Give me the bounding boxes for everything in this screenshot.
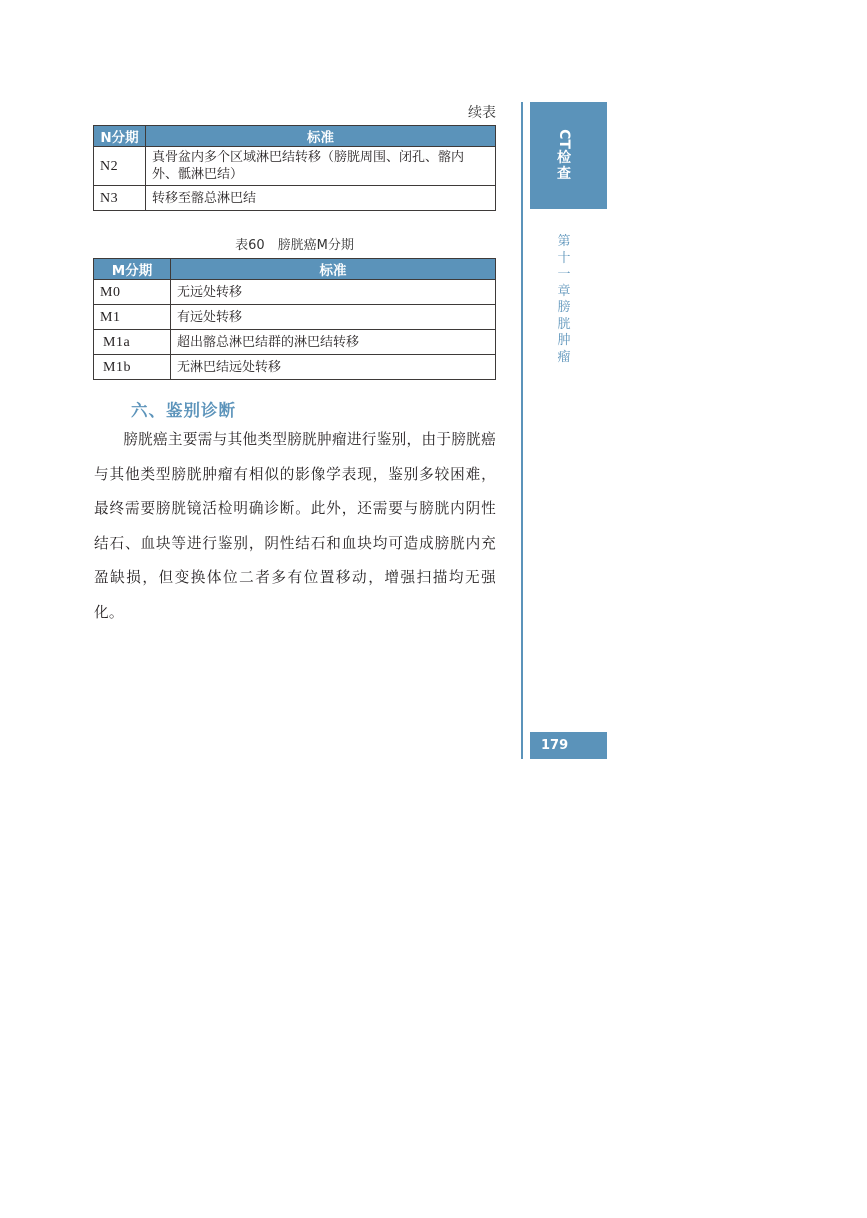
table-row [94, 147, 496, 186]
stage-criteria: 转移至髂总淋巴结 [146, 186, 496, 211]
table-row [94, 186, 496, 211]
section-tab-latin: CT [556, 129, 572, 149]
stage-code: N2 [94, 147, 146, 186]
stage-code: M1a [94, 330, 171, 355]
stage-criteria: 无淋巴结远处转移 [171, 355, 496, 380]
stage-criteria: 无远处转移 [171, 280, 496, 305]
margin-divider-line [521, 102, 523, 759]
column-header: 标准 [146, 126, 496, 147]
section-tab-label [554, 128, 574, 182]
section-tab-cjk: 检查 [557, 150, 571, 182]
continued-label: 续表 [468, 105, 496, 121]
section-heading: 六、鉴别诊断 [131, 401, 236, 420]
stage-criteria: 超出髂总淋巴结群的淋巴结转移 [171, 330, 496, 355]
table-header-row [94, 259, 496, 280]
stage-code: M1b [94, 355, 171, 380]
column-header: M分期 [94, 259, 171, 280]
table-row [94, 305, 496, 330]
table-header-row [94, 126, 496, 147]
stage-code: N3 [94, 186, 146, 211]
column-header: 标准 [171, 259, 496, 280]
table-row [94, 280, 496, 305]
table-caption: 表60 膀胱癌M分期 [235, 238, 354, 253]
stage-code: M0 [94, 280, 171, 305]
table-row [94, 330, 496, 355]
table-row [94, 355, 496, 380]
body-paragraph: 膀胱癌主要需与其他类型膀胱肿瘤进行鉴别，由于膀胱癌与其他类型膀胱肿瘤有相似的影像学表现，鉴别多较困难，最终需要膀胱镜活检明确诊断。此外，还需要与膀胱内阴性结石、血块等进行鉴别，阴性结石和血块均可造成膀胱内充盈缺损，但变换体位二者多有位置移动，增强扫描均无强化。 [94, 431, 496, 621]
stage-criteria: 真骨盆内多个区域淋巴结转移（膀胱周围、闭孔、髂内外、骶淋巴结） [146, 147, 496, 186]
m-staging-table [93, 258, 496, 380]
chapter-label: 第十一章 膀胱肿瘤 [557, 234, 584, 365]
stage-criteria: 有远处转移 [171, 305, 496, 330]
stage-code: M1 [94, 305, 171, 330]
n-staging-table [93, 125, 496, 211]
column-header: N分期 [94, 126, 146, 147]
page-number: 179 [530, 732, 607, 759]
